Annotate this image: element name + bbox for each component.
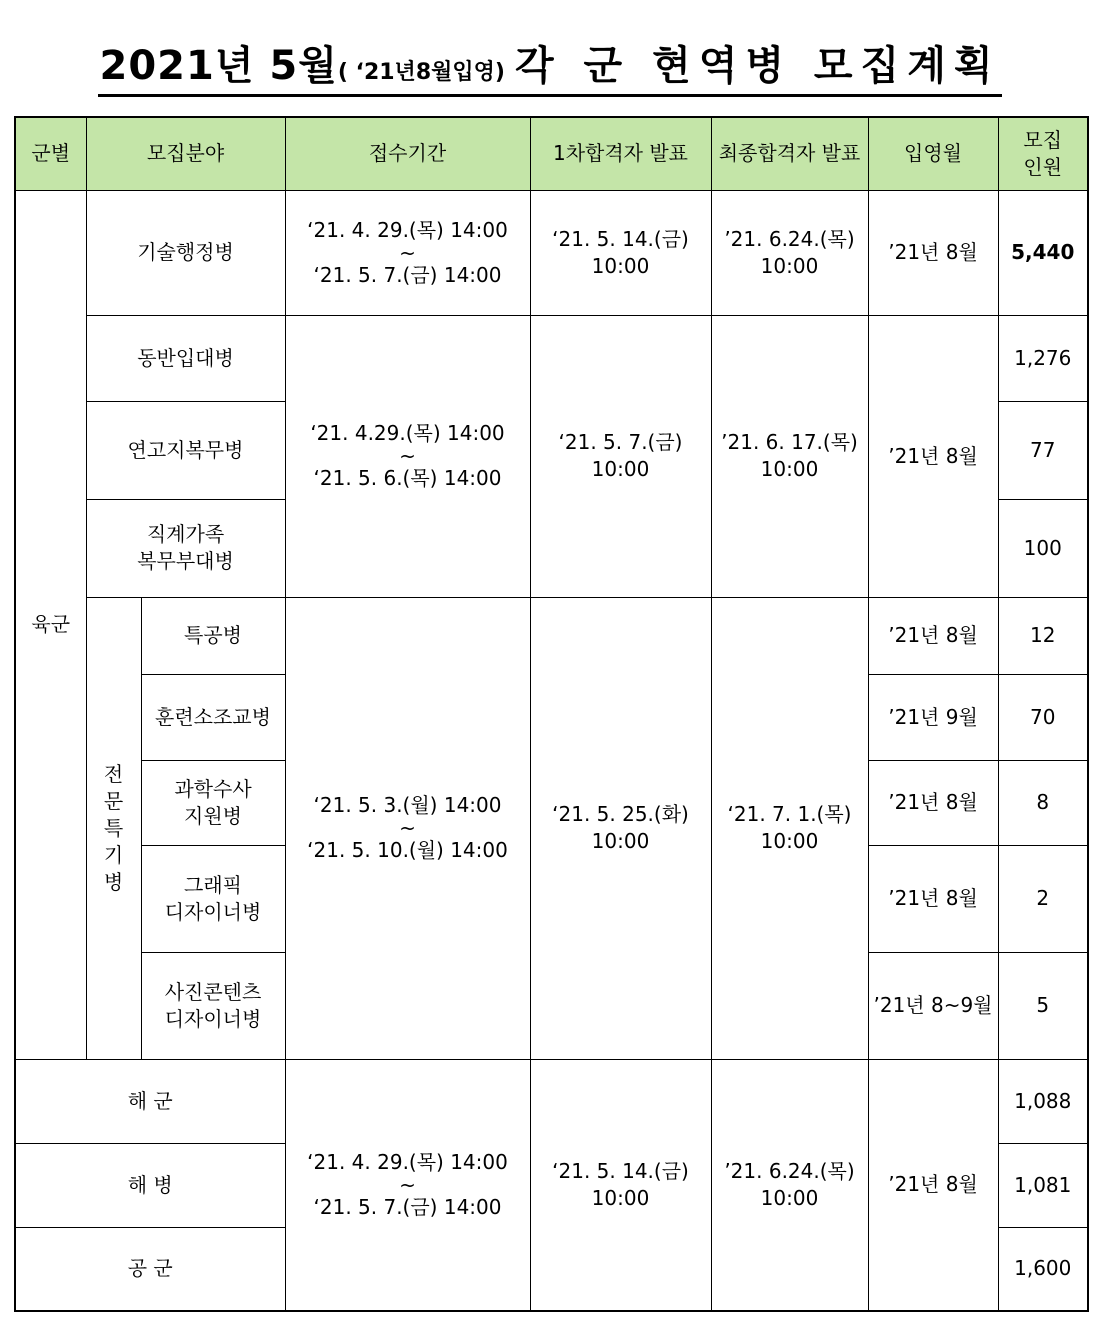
count-cell: 5 <box>998 952 1088 1059</box>
field-cell: 기술행정병 <box>86 190 285 315</box>
field-cell: 그래픽 디자이너병 <box>141 845 285 952</box>
branch-marines: 해 병 <box>15 1143 285 1227</box>
month-cell: ’21년 8월 <box>868 597 998 674</box>
field-cell: 동반입대병 <box>86 315 285 401</box>
field-cell: 연고지복무병 <box>86 401 285 499</box>
count-cell: 1,088 <box>998 1059 1088 1143</box>
month-cell: ’21년 8월 <box>868 190 998 315</box>
month-cell: ’21년 9월 <box>868 674 998 760</box>
count-cell: 1,276 <box>998 315 1088 401</box>
month-cell: ’21년 8월 <box>868 315 998 597</box>
count-cell: 70 <box>998 674 1088 760</box>
header-row <box>15 117 1088 190</box>
final-cell: ‘21. 7. 1.(목) 10:00 <box>711 597 868 1059</box>
count-cell: 8 <box>998 760 1088 845</box>
title-main: 2021년 5월 <box>99 43 338 89</box>
count-cell: 100 <box>998 499 1088 597</box>
header-branch: 군별 <box>15 117 86 190</box>
table-row <box>15 315 1088 401</box>
header-count: 모집 인원 <box>998 117 1088 190</box>
count-cell: 5,440 <box>998 190 1088 315</box>
table-row <box>15 190 1088 315</box>
count-cell: 12 <box>998 597 1088 674</box>
first-cell: ‘21. 5. 7.(금) 10:00 <box>530 315 711 597</box>
count-cell: 1,600 <box>998 1227 1088 1311</box>
field-cell: 훈련소조교병 <box>141 674 285 760</box>
count-cell: 1,081 <box>998 1143 1088 1227</box>
recruitment-table <box>14 116 1089 1312</box>
count-cell: 2 <box>998 845 1088 952</box>
count-cell: 77 <box>998 401 1088 499</box>
final-cell: ’21. 6. 17.(목) 10:00 <box>711 315 868 597</box>
final-cell: ’21. 6.24.(목) 10:00 <box>711 1059 868 1311</box>
month-cell: ’21년 8월 <box>868 760 998 845</box>
month-cell: ’21년 8~9월 <box>868 952 998 1059</box>
branch-airforce: 공 군 <box>15 1227 285 1311</box>
field-cell: 과학수사 지원병 <box>141 760 285 845</box>
first-cell: ‘21. 5. 25.(화) 10:00 <box>530 597 711 1059</box>
branch-navy: 해 군 <box>15 1059 285 1143</box>
header-final: 최종합격자 발표 <box>711 117 868 190</box>
header-first: 1차합격자 발표 <box>530 117 711 190</box>
month-cell: ’21년 8월 <box>868 845 998 952</box>
table-row <box>15 1059 1088 1143</box>
field-cell: 직계가족 복무부대병 <box>86 499 285 597</box>
specialist-label: 전 문 특 기 병 <box>86 597 141 1059</box>
page-title <box>0 34 1100 97</box>
field-cell: 사진콘텐츠 디자이너병 <box>141 952 285 1059</box>
field-cell: 특공병 <box>141 597 285 674</box>
title-sub: ( ‘21년8월입영) <box>337 60 505 85</box>
header-month: 입영월 <box>868 117 998 190</box>
period-cell: ‘21. 4.29.(목) 14:00 ~ ‘21. 5. 6.(목) 14:00 <box>285 315 530 597</box>
first-cell: ‘21. 5. 14.(금) 10:00 <box>530 1059 711 1311</box>
period-cell: ‘21. 5. 3.(월) 14:00 ~ ‘21. 5. 10.(월) 14:00 <box>285 597 530 1059</box>
period-cell: ‘21. 4. 29.(목) 14:00 ~ ‘21. 5. 7.(금) 14:00 <box>285 1059 530 1311</box>
first-cell: ‘21. 5. 14.(금) 10:00 <box>530 190 711 315</box>
title-right: 각 군 현역병 모집계획 <box>514 43 1001 89</box>
branch-army: 육군 <box>15 190 86 1059</box>
header-period: 접수기간 <box>285 117 530 190</box>
header-field: 모집분야 <box>86 117 285 190</box>
final-cell: ’21. 6.24.(목) 10:00 <box>711 190 868 315</box>
month-cell: ’21년 8월 <box>868 1059 998 1311</box>
table-row <box>15 597 1088 674</box>
period-cell: ‘21. 4. 29.(목) 14:00 ~ ‘21. 5. 7.(금) 14:00 <box>285 190 530 315</box>
